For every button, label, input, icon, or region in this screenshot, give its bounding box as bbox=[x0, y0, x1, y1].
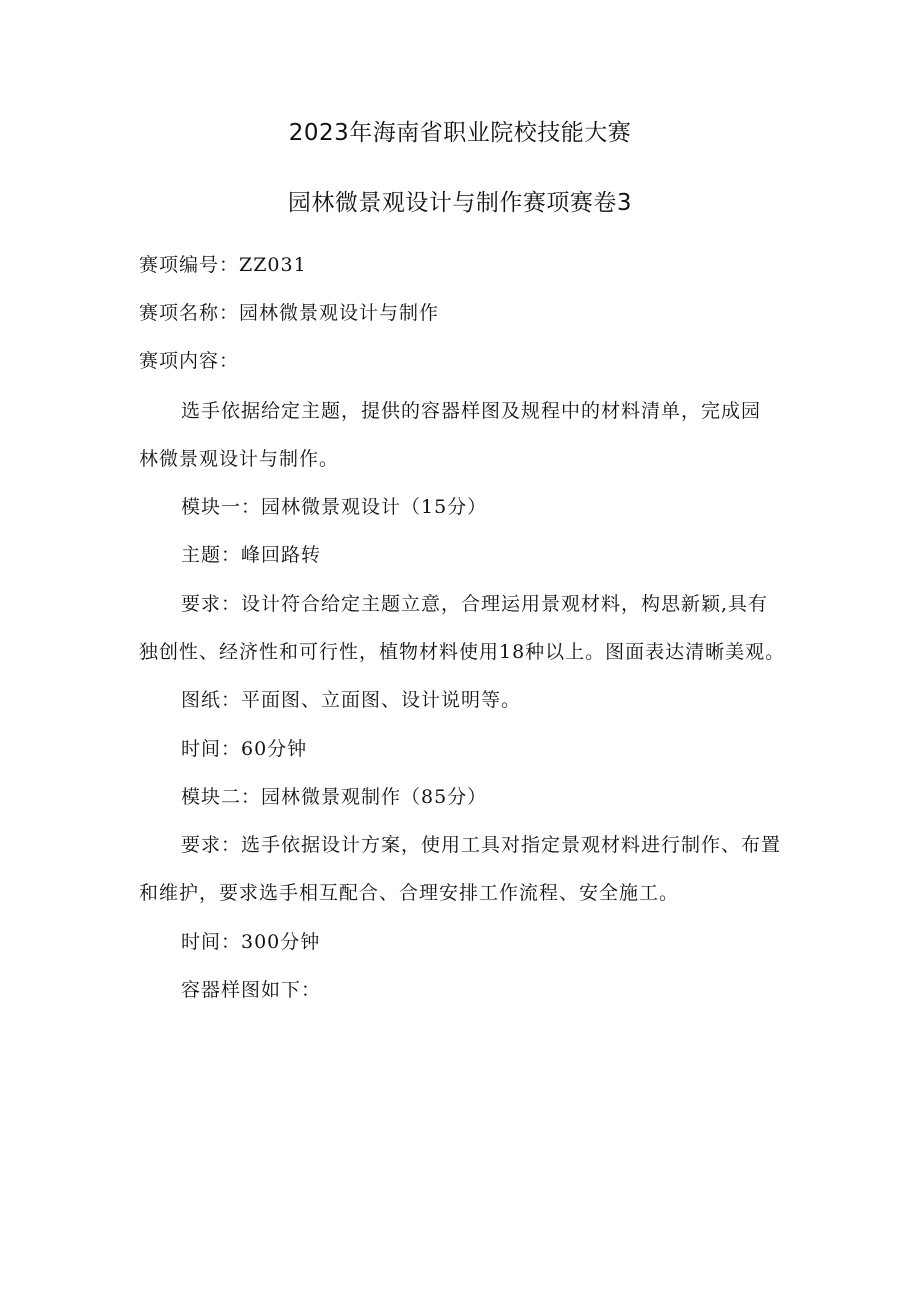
module2-heading: 模块二：园林微景观制作（85分） bbox=[181, 786, 488, 808]
intro-line-1: 选手依据给定主题，提供的容器样图及规程中的材料清单，完成园 bbox=[181, 400, 762, 422]
module1-time: 时间：60分钟 bbox=[181, 738, 308, 760]
title-line-2: 园林微景观设计与制作赛项赛卷3 bbox=[287, 190, 633, 216]
module1-requirement-line-1: 要求：设计符合给定主题立意，合理运用景观材料，构思新颖,具有 bbox=[181, 593, 769, 615]
event-code: 赛项编号：ZZ031 bbox=[139, 254, 307, 276]
title-line-1: 2023年海南省职业院校技能大赛 bbox=[288, 120, 632, 146]
module1-heading: 模块一：园林微景观设计（15分） bbox=[181, 496, 488, 518]
module1-requirement-line-2: 独创性、经济性和可行性，植物材料使用18种以上。图面表达清晰美观。 bbox=[139, 641, 786, 663]
module2-requirement-line-1: 要求：选手依据设计方案，使用工具对指定景观材料进行制作、布置 bbox=[181, 834, 782, 856]
event-name: 赛项名称：园林微景观设计与制作 bbox=[139, 302, 440, 324]
container-label: 容器样图如下： bbox=[181, 979, 322, 1001]
module2-time: 时间：300分钟 bbox=[181, 931, 321, 953]
event-content-label: 赛项内容： bbox=[139, 350, 240, 372]
module1-theme: 主题：峰回路转 bbox=[181, 544, 322, 566]
module1-drawings: 图纸：平面图、立面图、设计说明等。 bbox=[181, 689, 522, 711]
module2-requirement-line-2: 和维护，要求选手相互配合、合理安排工作流程、安全施工。 bbox=[139, 882, 680, 904]
intro-line-2: 林微景观设计与制作。 bbox=[139, 448, 340, 470]
